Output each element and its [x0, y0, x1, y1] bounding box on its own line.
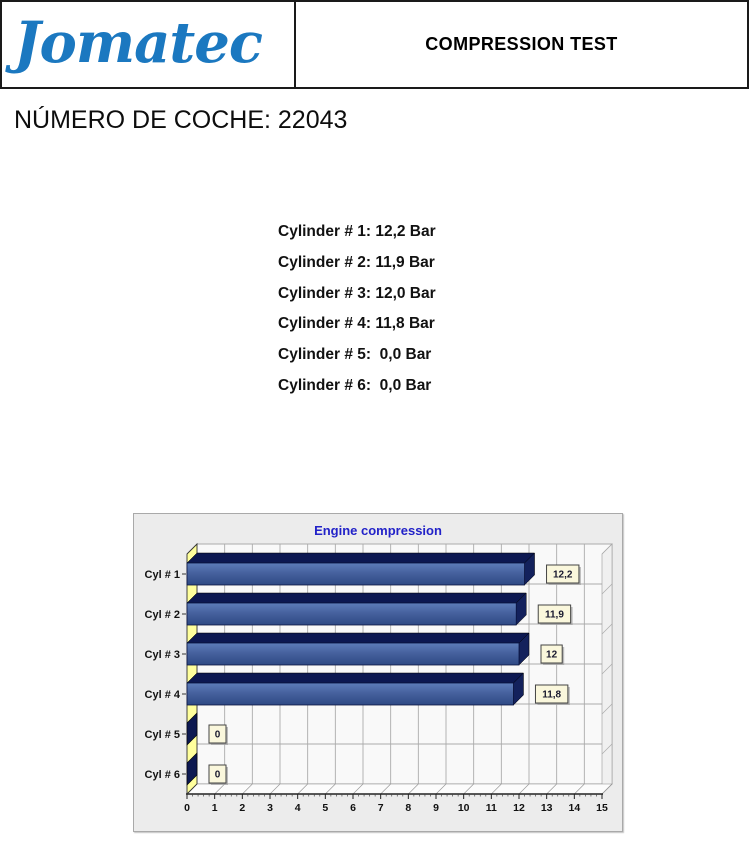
- cylinder-reading-2: Cylinder # 2: 11,9 Bar: [278, 253, 435, 271]
- cylinder-reading-4: Cylinder # 4: 11,8 Bar: [278, 315, 435, 333]
- svg-text:11,8: 11,8: [542, 689, 562, 701]
- svg-text:5: 5: [322, 802, 329, 814]
- svg-text:1: 1: [211, 802, 218, 814]
- cylinder-reading-5: Cylinder # 5: 0,0 Bar: [278, 346, 432, 364]
- svg-text:Cyl # 1: Cyl # 1: [144, 569, 180, 581]
- svg-text:0: 0: [214, 729, 221, 741]
- cylinder-readings: [278, 217, 436, 402]
- svg-text:7: 7: [377, 802, 384, 814]
- svg-text:8: 8: [405, 802, 412, 814]
- svg-text:Cyl # 6: Cyl # 6: [144, 769, 180, 781]
- svg-text:Cyl # 2: Cyl # 2: [144, 609, 180, 621]
- cylinder-reading-1: Cylinder # 1: 12,2 Bar: [278, 223, 436, 240]
- svg-text:12,2: 12,2: [552, 569, 573, 581]
- title-cell: [296, 2, 747, 87]
- svg-text:Cyl # 4: Cyl # 4: [144, 689, 180, 701]
- car-number-heading: NÚMERO DE COCHE: 22043: [14, 106, 348, 134]
- svg-text:0: 0: [214, 769, 221, 781]
- svg-text:2: 2: [239, 802, 246, 814]
- svg-text:15: 15: [596, 802, 608, 814]
- svg-text:4: 4: [294, 802, 301, 814]
- chart-panel: [133, 513, 623, 832]
- svg-text:11: 11: [485, 802, 497, 814]
- svg-text:14: 14: [568, 802, 581, 814]
- svg-text:9: 9: [433, 802, 439, 814]
- svg-text:10: 10: [457, 802, 470, 814]
- engine-compression-chart: [134, 514, 622, 831]
- svg-text:Cyl # 3: Cyl # 3: [144, 649, 180, 661]
- svg-text:Cyl # 5: Cyl # 5: [144, 729, 180, 741]
- svg-text:12: 12: [546, 649, 558, 661]
- svg-text:0: 0: [184, 802, 190, 814]
- svg-text:11,9: 11,9: [544, 609, 564, 621]
- cylinder-reading-3: Cylinder # 3: 12,0 Bar: [278, 284, 436, 302]
- svg-text:13: 13: [540, 802, 553, 814]
- cylinder-reading-6: Cylinder # 6: 0,0 Bar: [278, 376, 432, 394]
- report-header: [0, 0, 749, 89]
- chart-title: Engine compression: [314, 523, 442, 538]
- svg-text:6: 6: [350, 802, 356, 814]
- jomatec-logo: Jomatec: [14, 9, 262, 76]
- svg-text:12: 12: [513, 802, 525, 814]
- svg-text:3: 3: [267, 802, 273, 814]
- report-title: COMPRESSION TEST: [425, 34, 618, 54]
- logo-cell: [2, 2, 296, 87]
